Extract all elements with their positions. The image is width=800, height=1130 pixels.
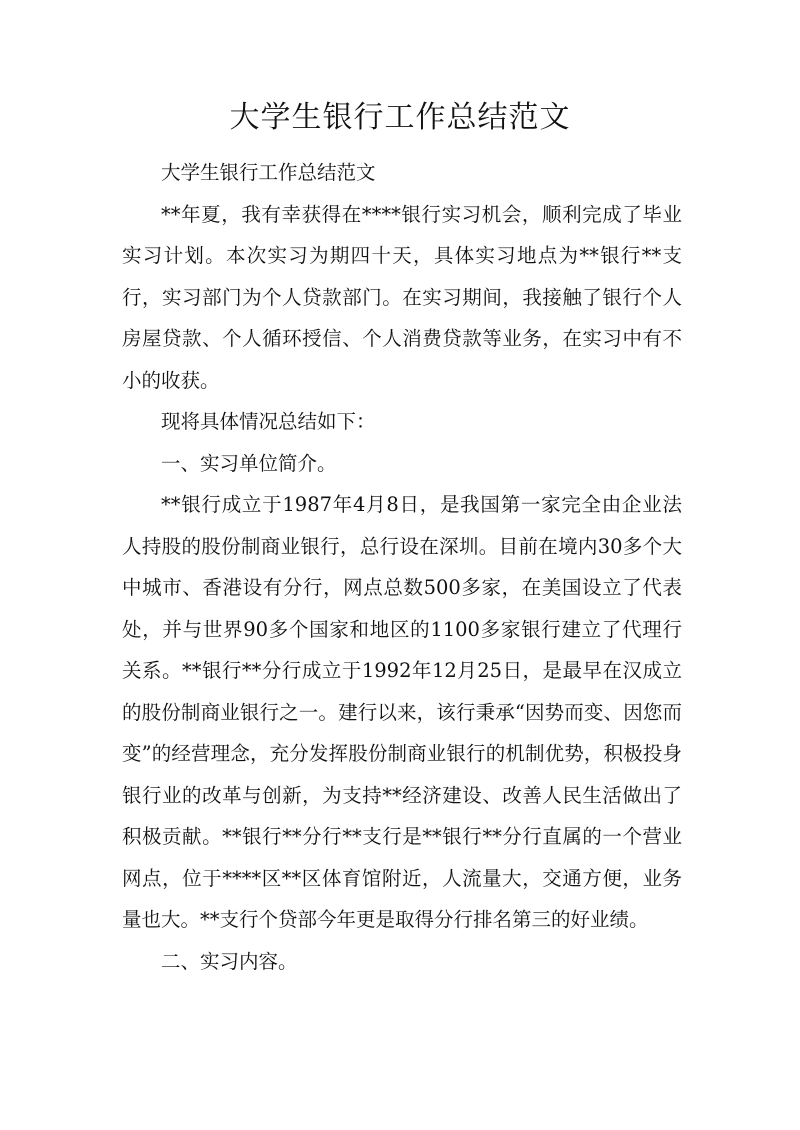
- paragraph-subtitle: 大学生银行工作总结范文: [161, 161, 376, 184]
- section-heading-1: 一、实习单位简介。: [161, 451, 337, 475]
- paragraph-summary-lead: 现将具体情况总结如下：: [161, 410, 376, 433]
- paragraph-bank-profile: **银行成立于1987年4月8日，是我国第一家完全由企业法人持股的股份制商业银行，总行设在深圳。目前在境内30多个大中城市、香港设有分行，网点总数500多家，在美国设立了代表处，并与世界90多个国家和地区的1100多家银行建立了代理行关系。**银行**分行成立于1992年12月25日，是最早在汉成立的股份制商业银行之一。建行以来，该行秉承“因势而变、因您而变”的经营理念，充分发挥股份制商业银行的机制优势，积极投身银行业的改革与创新，为支持**经济建设、改善人民生活做出了积极贡献。**银行**分行**支行是**银行**分行直属的一个营业网点，位于****区**区体育馆附近，人流量大，交通方便，业务量也大。**支行个贷部今年更是取得分行排名第三的好业绩。: [122, 493, 682, 931]
- paragraph-intro: **年夏，我有幸获得在****银行实习机会，顺利完成了毕业实习计划。本次实习为期四十天，具体实习地点为**银行**支行，实习部门为个人贷款部门。在实习期间，我接触了银行个人房屋贷款、个人循环授信、个人消费贷款等业务，在实习中有不小的收获。: [122, 202, 682, 392]
- section-heading-2: 二、实习内容。: [161, 949, 298, 973]
- document-body: [122, 152, 682, 982]
- document-title: 大学生银行工作总结范文: [229, 100, 571, 135]
